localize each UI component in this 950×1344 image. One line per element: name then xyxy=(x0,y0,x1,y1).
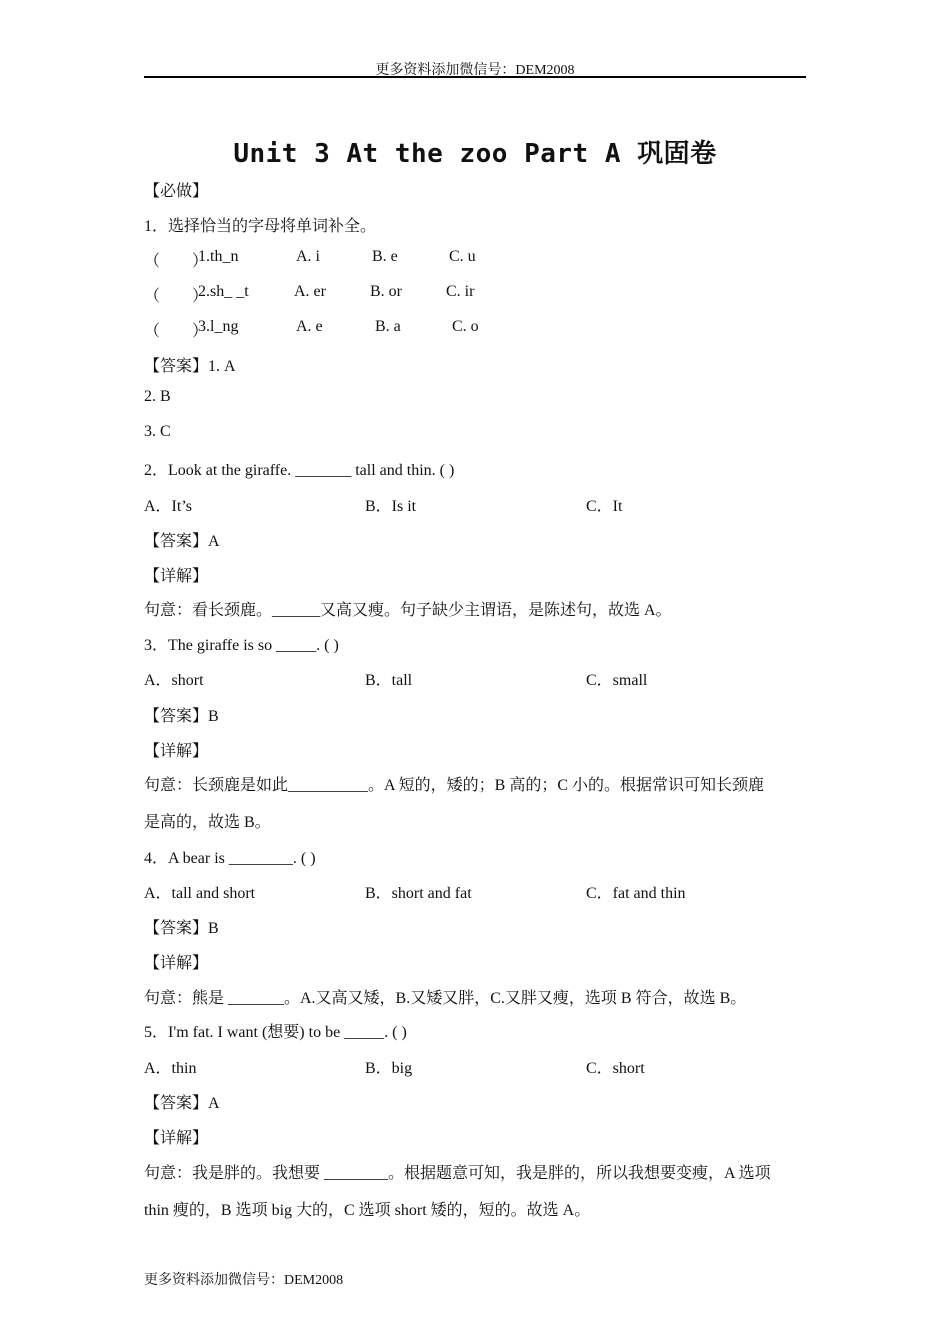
q2-option-c: C．It xyxy=(586,498,623,515)
q4-detail-label: 【详解】 xyxy=(144,955,209,972)
q3-answer: 【答案】B xyxy=(144,708,219,725)
q3-option-b: B．tall xyxy=(365,672,413,689)
q1-item-3-option-b: B. a xyxy=(375,318,401,335)
q5-option-a: A．thin xyxy=(144,1060,197,1077)
q1-answer-2: 2. B xyxy=(144,388,171,405)
q5-detail-label: 【详解】 xyxy=(144,1130,209,1147)
q1-item-2-option-a: A. er xyxy=(294,283,326,300)
q5-explanation-line-2: thin 瘦的，B 选项 big 大的，C 选项 short 矮的，短的。故选 A。 xyxy=(144,1202,591,1219)
q1-item-3-option-c: C. o xyxy=(452,318,479,335)
q1-item-3-word: 3.l_ng xyxy=(198,318,239,335)
q3-explanation-line-2: 是高的，故选 B。 xyxy=(144,814,271,831)
q5-option-b: B．big xyxy=(365,1060,413,1077)
q1-item-2-word: 2.sh_ _t xyxy=(198,283,249,300)
q4-option-b: B．short and fat xyxy=(365,885,472,902)
q1-answer-3: 3. C xyxy=(144,423,171,440)
q2-option-b: B．Is it xyxy=(365,498,417,515)
q2-stem: 2．Look at the giraffe. _______ tall and thin. ( ) xyxy=(144,462,455,479)
q1-item-2-paren: （ ） xyxy=(144,288,209,305)
q1-item-1-paren: （ ） xyxy=(144,253,209,270)
q1-item-1-word: 1.th_n xyxy=(198,248,239,265)
q3-explanation-line-1: 句意：长颈鹿是如此__________。A 短的，矮的；B 高的；C 小的。根据常识可知长颈鹿 xyxy=(144,777,765,794)
q4-explanation: 句意：熊是 _______。A.又高又矮，B.又矮又胖，C.又胖又瘦，选项 B 符合，故选 B。 xyxy=(144,990,747,1007)
q4-option-c: C．fat and thin xyxy=(586,885,686,902)
q2-option-a: A．It’s xyxy=(144,498,193,515)
q3-option-a: A．short xyxy=(144,672,204,689)
q1-item-1-option-a: A. i xyxy=(296,248,320,265)
q1-answer: 【答案】1. A xyxy=(144,358,236,375)
q1-stem: 1．选择恰当的字母将单词补全。 xyxy=(144,218,377,235)
q1-item-3-option-a: A. e xyxy=(296,318,323,335)
q1-item-3-paren: （ ） xyxy=(144,323,209,340)
q1-item-2-option-c: C. ir xyxy=(446,283,475,300)
header-divider xyxy=(144,76,806,78)
required-tag: 【必做】 xyxy=(144,183,209,200)
q4-option-a: A．tall and short xyxy=(144,885,256,902)
q3-option-c: C．small xyxy=(586,672,648,689)
document-title: Unit 3 At the zoo Part A 巩固卷 xyxy=(233,139,717,169)
q4-stem: 4．A bear is ________. ( ) xyxy=(144,850,316,867)
page-header: 更多资料添加微信号：DEM2008 xyxy=(375,63,575,78)
q1-item-1-option-b: B. e xyxy=(372,248,398,265)
q3-stem: 3．The giraffe is so _____. ( ) xyxy=(144,637,339,654)
q1-item-2-option-b: B. or xyxy=(370,283,402,300)
q2-detail-label: 【详解】 xyxy=(144,568,209,585)
q5-explanation-line-1: 句意：我是胖的。我想要 ________。根据题意可知，我是胖的，所以我想要变瘦，A 选项 xyxy=(144,1165,771,1182)
q4-answer: 【答案】B xyxy=(144,920,219,937)
q5-stem: 5．I'm fat. I want (想要) to be _____. ( ) xyxy=(144,1024,407,1041)
q5-option-c: C．short xyxy=(586,1060,645,1077)
page-footer: 更多资料添加微信号：DEM2008 xyxy=(144,1273,344,1288)
q5-answer: 【答案】A xyxy=(144,1095,220,1112)
q1-item-1-option-c: C. u xyxy=(449,248,476,265)
q2-explanation: 句意：看长颈鹿。______又高又瘦。句子缺少主谓语，是陈述句，故选 A。 xyxy=(144,602,672,619)
q2-answer: 【答案】A xyxy=(144,533,220,550)
q3-detail-label: 【详解】 xyxy=(144,743,209,760)
